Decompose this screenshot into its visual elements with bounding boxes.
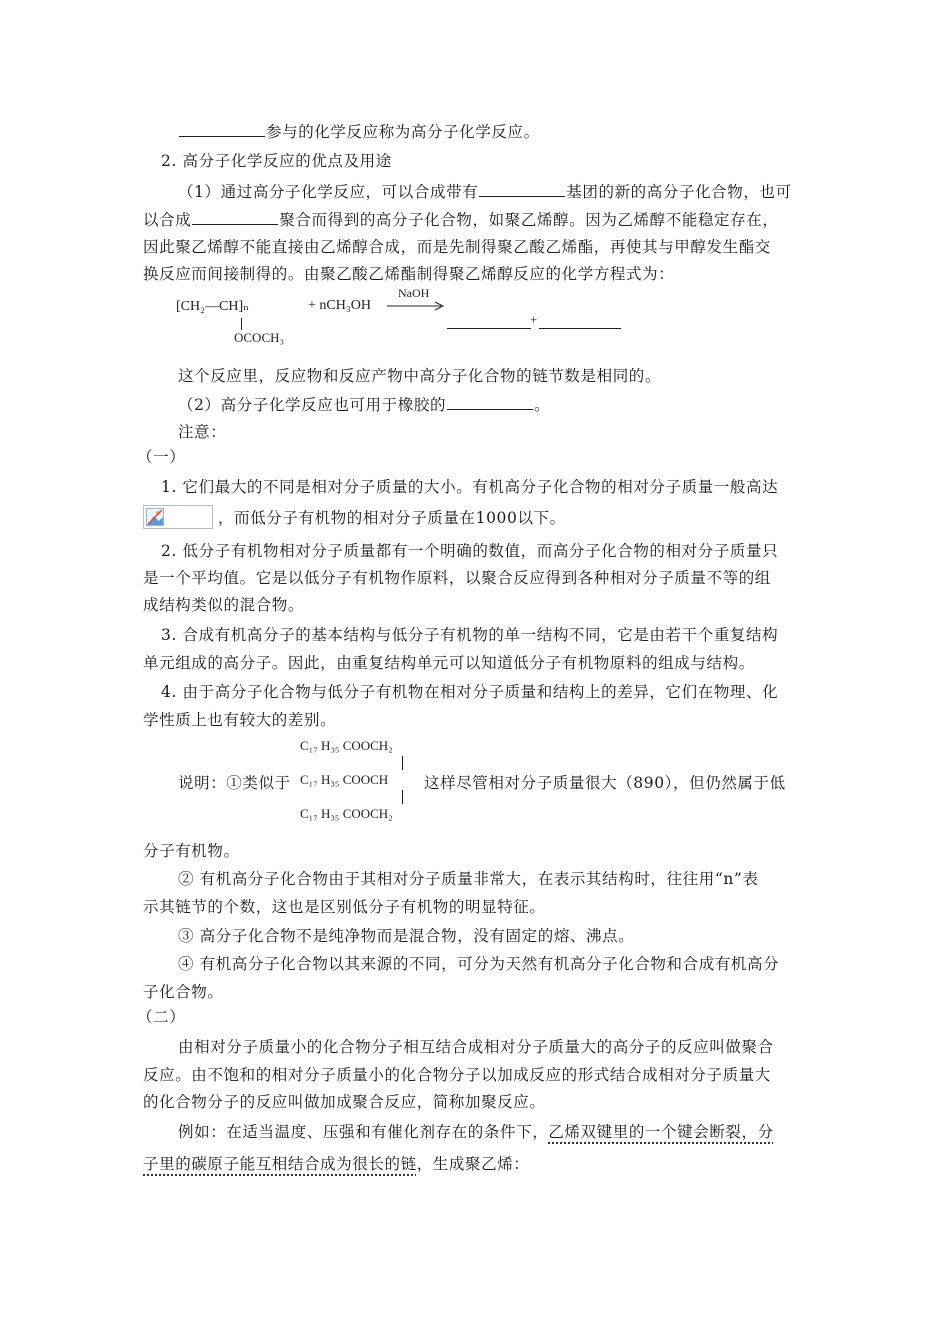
paragraph-line: 因此聚乙烯醇不能直接由乙烯醇合成，而是先制得聚乙酸乙烯酯，再使其与甲醇发生酯交 [143, 238, 771, 256]
item-2-line: 成结构类似的混合物。 [143, 596, 305, 614]
section-label-2: （二） [137, 1008, 186, 1026]
remark-1-tail: 分子有机物。 [143, 842, 240, 860]
remark-2-line: 示其链节的个数，这也是区别低分子有机物的明显特征。 [143, 898, 546, 916]
remark-2-line: ② 有机高分子化合物由于其相对分子质量非常大，在表示其结构时，往往用“n”表 [178, 870, 759, 888]
product-blank-2[interactable] [539, 312, 621, 329]
item-4-line: 4. 由于高分子化合物与低分子有机物在相对分子质量和结构上的差异，它们在物理、化 [161, 683, 779, 701]
answer-blank[interactable] [179, 120, 265, 137]
bond-line [402, 756, 403, 770]
paragraph-line: 的化合物分子的反应叫做加成聚合反应，简称加聚反应。 [143, 1093, 546, 1111]
glyceride-row-3: C₁₇ H₃₅ COOCH₂ [300, 806, 393, 821]
emphasized-text: 子里的碳原子能互相结合成为很长的链 [143, 1155, 417, 1173]
glyceride-structure [300, 738, 430, 830]
item-2-line: 2. 低分子有机物相对分子质量都有一个明确的数值，而高分子化合物的相对分子质量只 [161, 542, 779, 560]
item-3-line: 3. 合成有机高分子的基本结构与低分子有机物的单一结构不同，它是由若干个重复结构 [161, 626, 779, 644]
plus-sign: + [530, 312, 538, 327]
bond-line [241, 318, 242, 330]
reaction-arrow-icon [386, 301, 446, 311]
remark-3-line: ③ 高分子化合物不是纯净物而是混合物，没有固定的熔、沸点。 [178, 927, 635, 945]
bond-line [402, 790, 403, 804]
intro-tail-line: 参与的化学反应称为高分子化学反应。 [178, 120, 540, 143]
paragraph-line: 例如：在适当温度、压强和有催化剂存在的条件下，乙烯双键里的一个键会断裂，分 [178, 1123, 774, 1141]
remark-1-prefix: 说明：①类似于 [178, 774, 291, 792]
remark-4-line: 子化合物。 [143, 983, 224, 1001]
broken-image-icon [146, 508, 164, 526]
paragraph-line: 这个反应里，反应物和反应产物中高分子化合物的链节数是相同的。 [178, 367, 662, 385]
reaction-equation [170, 288, 630, 350]
paragraph-line: 反应。由不饱和的相对分子质量小的化合物分子以加成反应的形式结合成相对分子质量大 [143, 1066, 771, 1084]
paragraph-line: （1）通过高分子化学反应，可以合成带有 基团的新的高分子化合物，也可 [178, 180, 792, 203]
glyceride-row-1: C₁₇ H₃₅ COOCH₂ [300, 738, 393, 753]
item-3-line: 单元组成的高分子。因此，由重复结构单元可以知道低分子有机物原料的组成与结构。 [143, 654, 755, 672]
answer-blank[interactable] [192, 208, 278, 225]
paragraph-line: （2）高分子化学反应也可用于橡胶的 。 [178, 393, 550, 416]
note-label: 注意： [178, 423, 227, 441]
product-blank-1[interactable] [447, 312, 531, 329]
answer-blank[interactable] [447, 393, 533, 410]
item-1-line: 1. 它们最大的不同是相对分子质量的大小。有机高分子化合物的相对分子质量一般高达 [161, 478, 779, 496]
emphasized-text: 乙烯双键里的一个键会断裂，分 [548, 1123, 774, 1141]
item-2-line: 是一个平均值。它是以低分子有机物作原料，以聚合反应得到各种相对分子质量不等的组 [143, 569, 771, 587]
answer-blank[interactable] [479, 180, 565, 197]
paragraph-line: 子里的碳原子能互相结合成为很长的链，生成聚乙烯： [143, 1155, 530, 1173]
missing-image-placeholder [143, 505, 213, 529]
item-1-line: ，而低分子有机物的相对分子质量在1000以下。 [218, 509, 566, 527]
remark-4-line: ④ 有机高分子化合物以其来源的不同，可分为天然有机高分子化合物和合成有机高分 [178, 955, 780, 973]
paragraph-line: 由相对分子质量小的化合物分子相互结合成相对分子质量大的高分子的反应叫做聚合 [178, 1038, 774, 1056]
section-label-1: （一） [137, 448, 186, 466]
paragraph-line: 以合成 聚合而得到的高分子化合物，如聚乙烯醇。因为乙烯醇不能稳定存在， [143, 208, 778, 231]
methanol-formula: + nCH₃OH [308, 298, 371, 313]
remark-1-suffix: 这样尽管相对分子质量很大（890），但仍然属于低 [424, 774, 786, 792]
catalyst-label: NaOH [398, 286, 430, 300]
section-heading-2: 2. 高分子化学反应的优点及用途 [161, 152, 392, 170]
polymer-formula: [CH₂—CH]ₙ [176, 299, 250, 314]
item-4-line: 学性质上也有较大的差别。 [143, 711, 337, 729]
paragraph-line: 换反应而间接制得的。由聚乙酸乙烯酯制得聚乙烯醇反应的化学方程式为： [143, 265, 675, 283]
glyceride-row-2: C₁₇ H₃₅ COOCH [300, 772, 389, 787]
side-group-formula: OCOCH₃ [234, 330, 285, 345]
